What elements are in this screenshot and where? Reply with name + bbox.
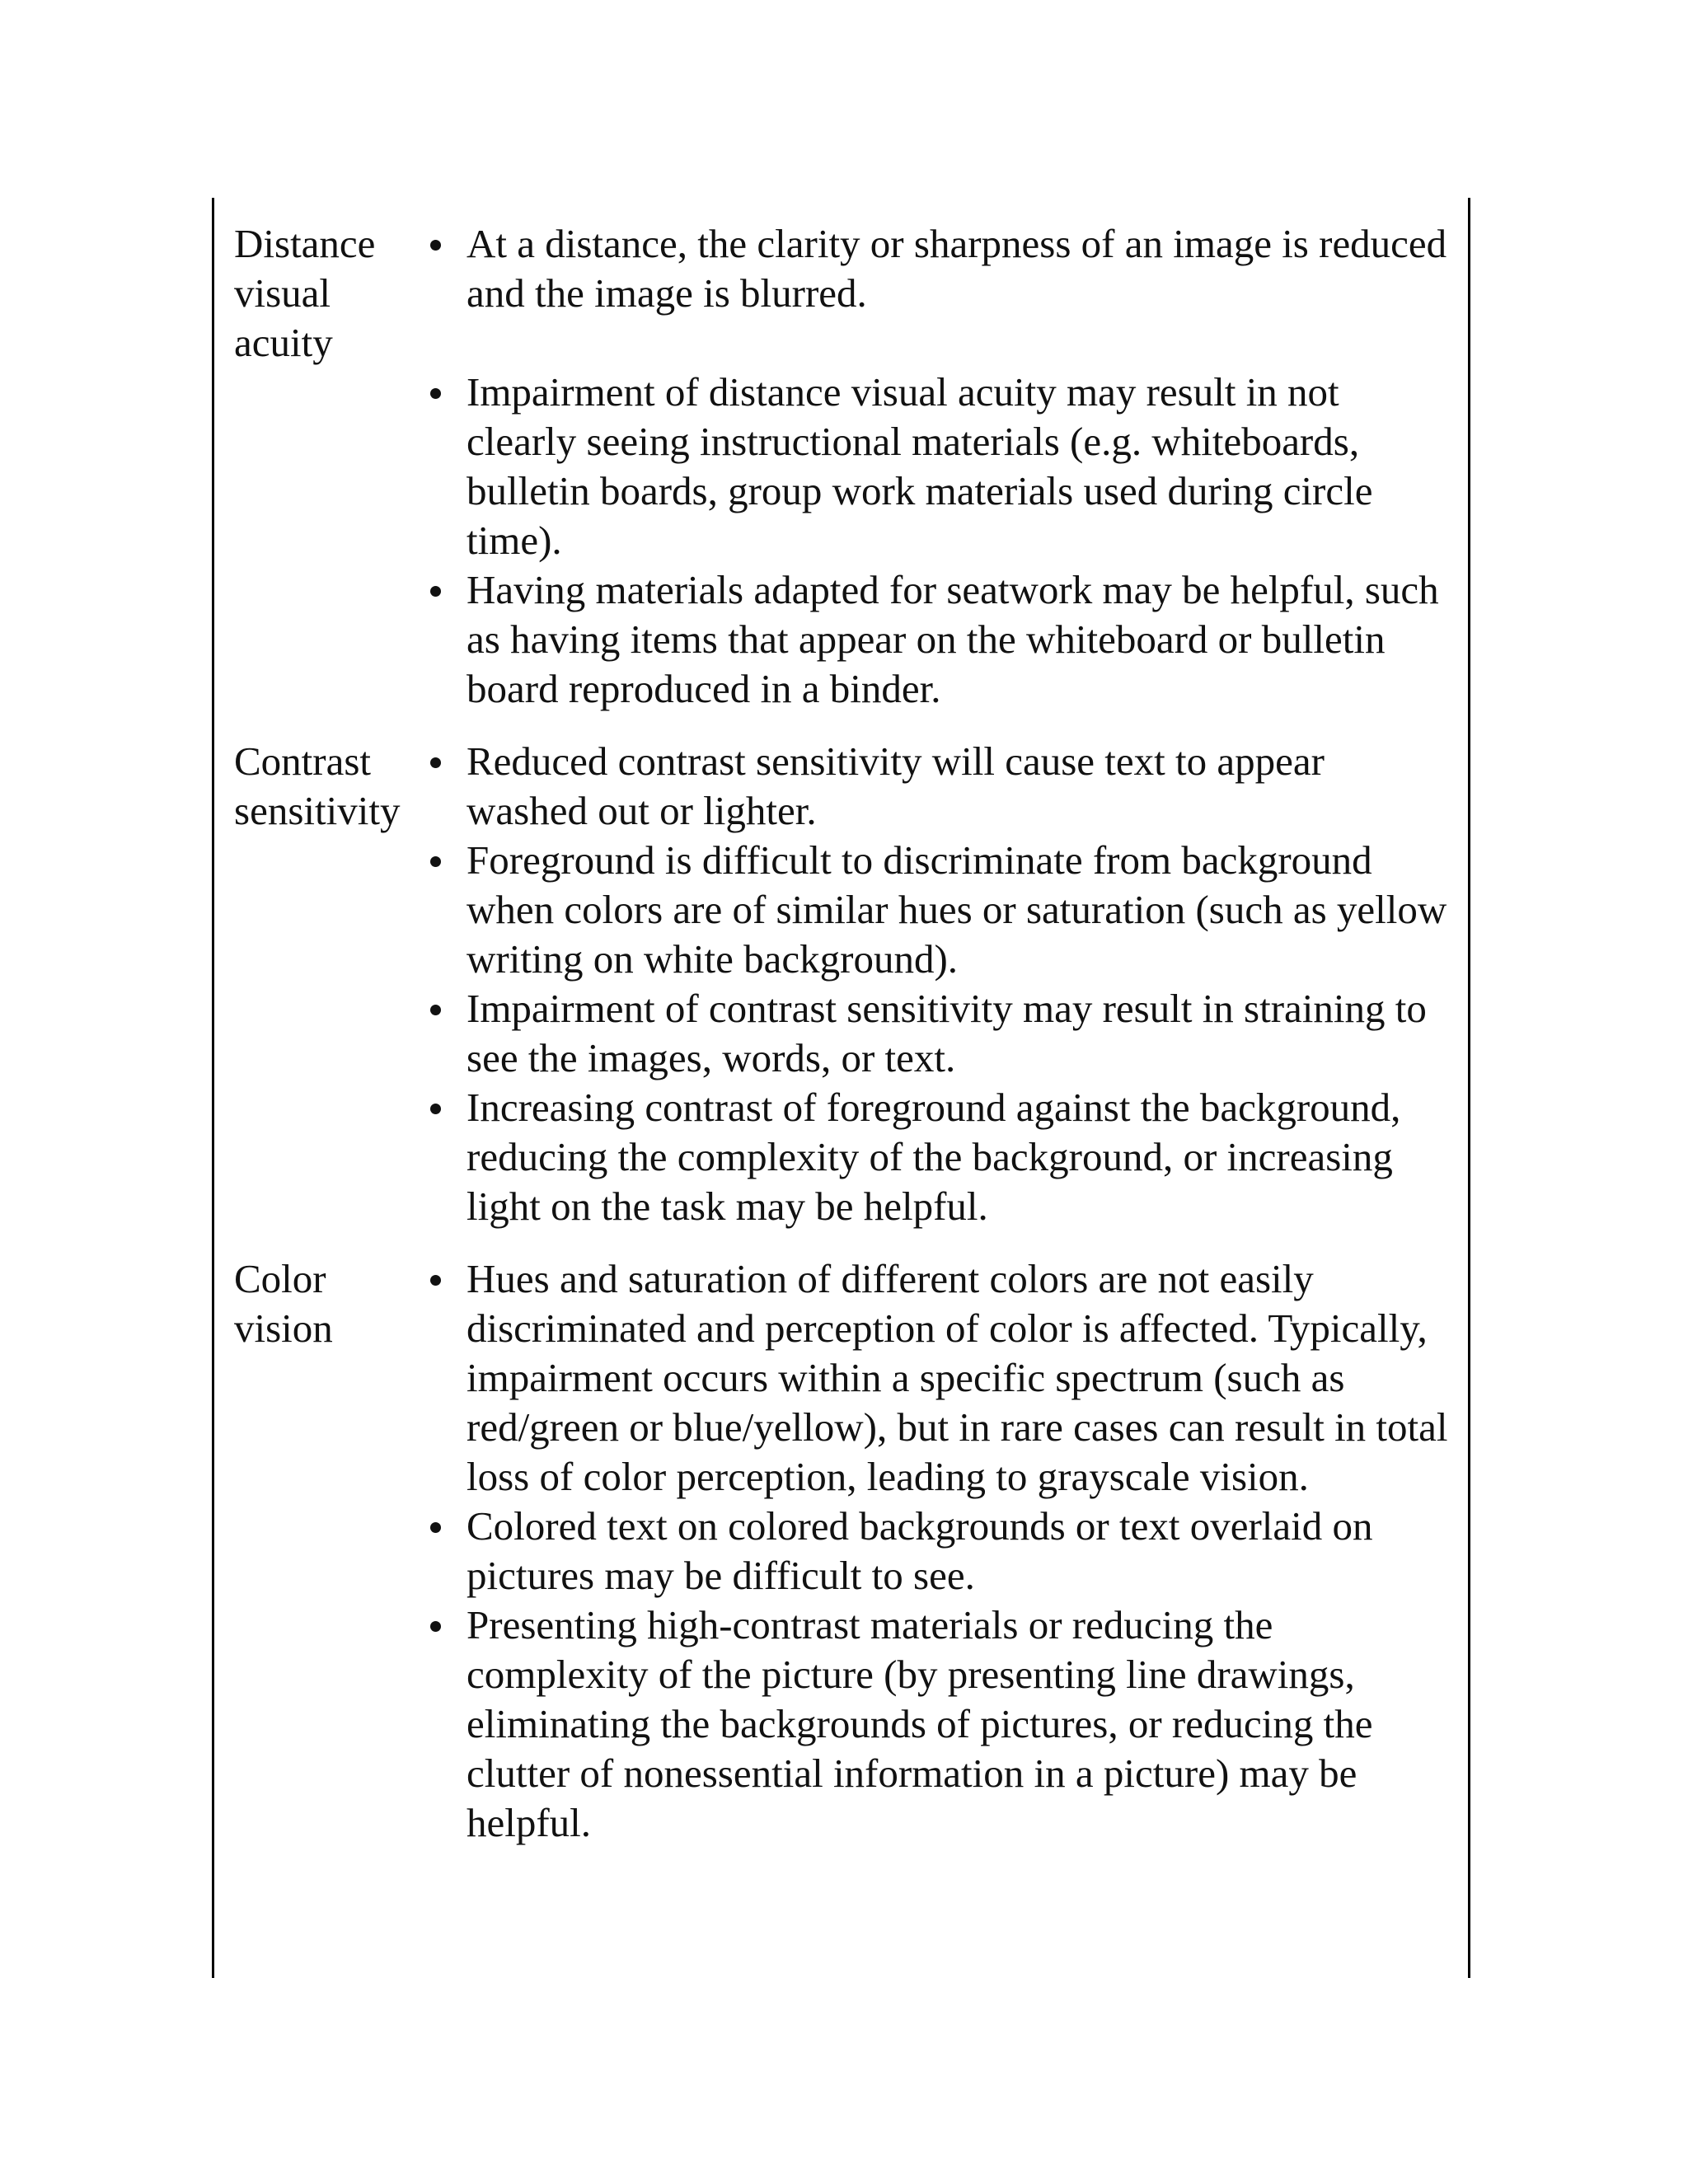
term-line: acuity xyxy=(234,320,333,365)
bullet-item: Presenting high-contrast materials or reducing the complexity of the picture (by presenting line drawings, eliminating the backgrounds of pictures, or reducing the clutter of nonessential information in a picture) may be helpful. xyxy=(415,1601,1454,1848)
term-line: vision xyxy=(234,1305,333,1351)
table-right-border xyxy=(1468,198,1470,1978)
bullet-list xyxy=(415,1254,1454,1848)
table-row-color-vision xyxy=(234,1254,1454,1848)
table-row-distance-visual-acuity xyxy=(234,219,1454,714)
bullet-item: Increasing contrast of foreground against the background, reducing the complexity of the background, or increasing light on the task may be helpful. xyxy=(415,1083,1454,1231)
row-term xyxy=(234,737,415,836)
row-term xyxy=(234,1254,415,1353)
term-line: Color xyxy=(234,1256,326,1301)
bullet-item: Impairment of contrast sensitivity may result in straining to see the images, words, or text. xyxy=(415,984,1454,1083)
term-line: Distance xyxy=(234,221,376,266)
bullet-item: Hues and saturation of different colors are not easily discriminated and perception of color is affected. Typically, impairment occurs within a specific spectrum (such as red/green or blue/yellow), but in rare cases can result in total loss of color perception, leading to grayscale vision. xyxy=(415,1254,1454,1502)
bullet-item: Having materials adapted for seatwork may be helpful, such as having items that appear on the whiteboard or bulletin board reproduced in a binder. xyxy=(415,565,1454,714)
table-left-border xyxy=(212,198,214,1978)
bullet-list xyxy=(415,737,1454,1231)
vision-impairment-table xyxy=(234,219,1454,1848)
term-line: Contrast xyxy=(234,738,372,784)
bullet-item: Foreground is difficult to discriminate from background when colors are of similar hues or saturation (such as yellow writing on white background). xyxy=(415,836,1454,984)
bullet-item: Colored text on colored backgrounds or text overlaid on pictures may be difficult to see. xyxy=(415,1502,1454,1601)
bullet-list xyxy=(415,219,1454,714)
bullet-item: Impairment of distance visual acuity may result in not clearly seeing instructional materials (e.g. whiteboards, bulletin boards, group work materials used during circle time). xyxy=(415,368,1454,565)
term-line: sensitivity xyxy=(234,788,401,833)
table-row-contrast-sensitivity xyxy=(234,737,1454,1231)
row-term xyxy=(234,219,415,368)
term-line: visual xyxy=(234,270,331,316)
bullet-item: Reduced contrast sensitivity will cause text to appear washed out or lighter. xyxy=(415,737,1454,836)
bullet-item: At a distance, the clarity or sharpness of an image is reduced and the image is blurred. xyxy=(415,219,1454,318)
